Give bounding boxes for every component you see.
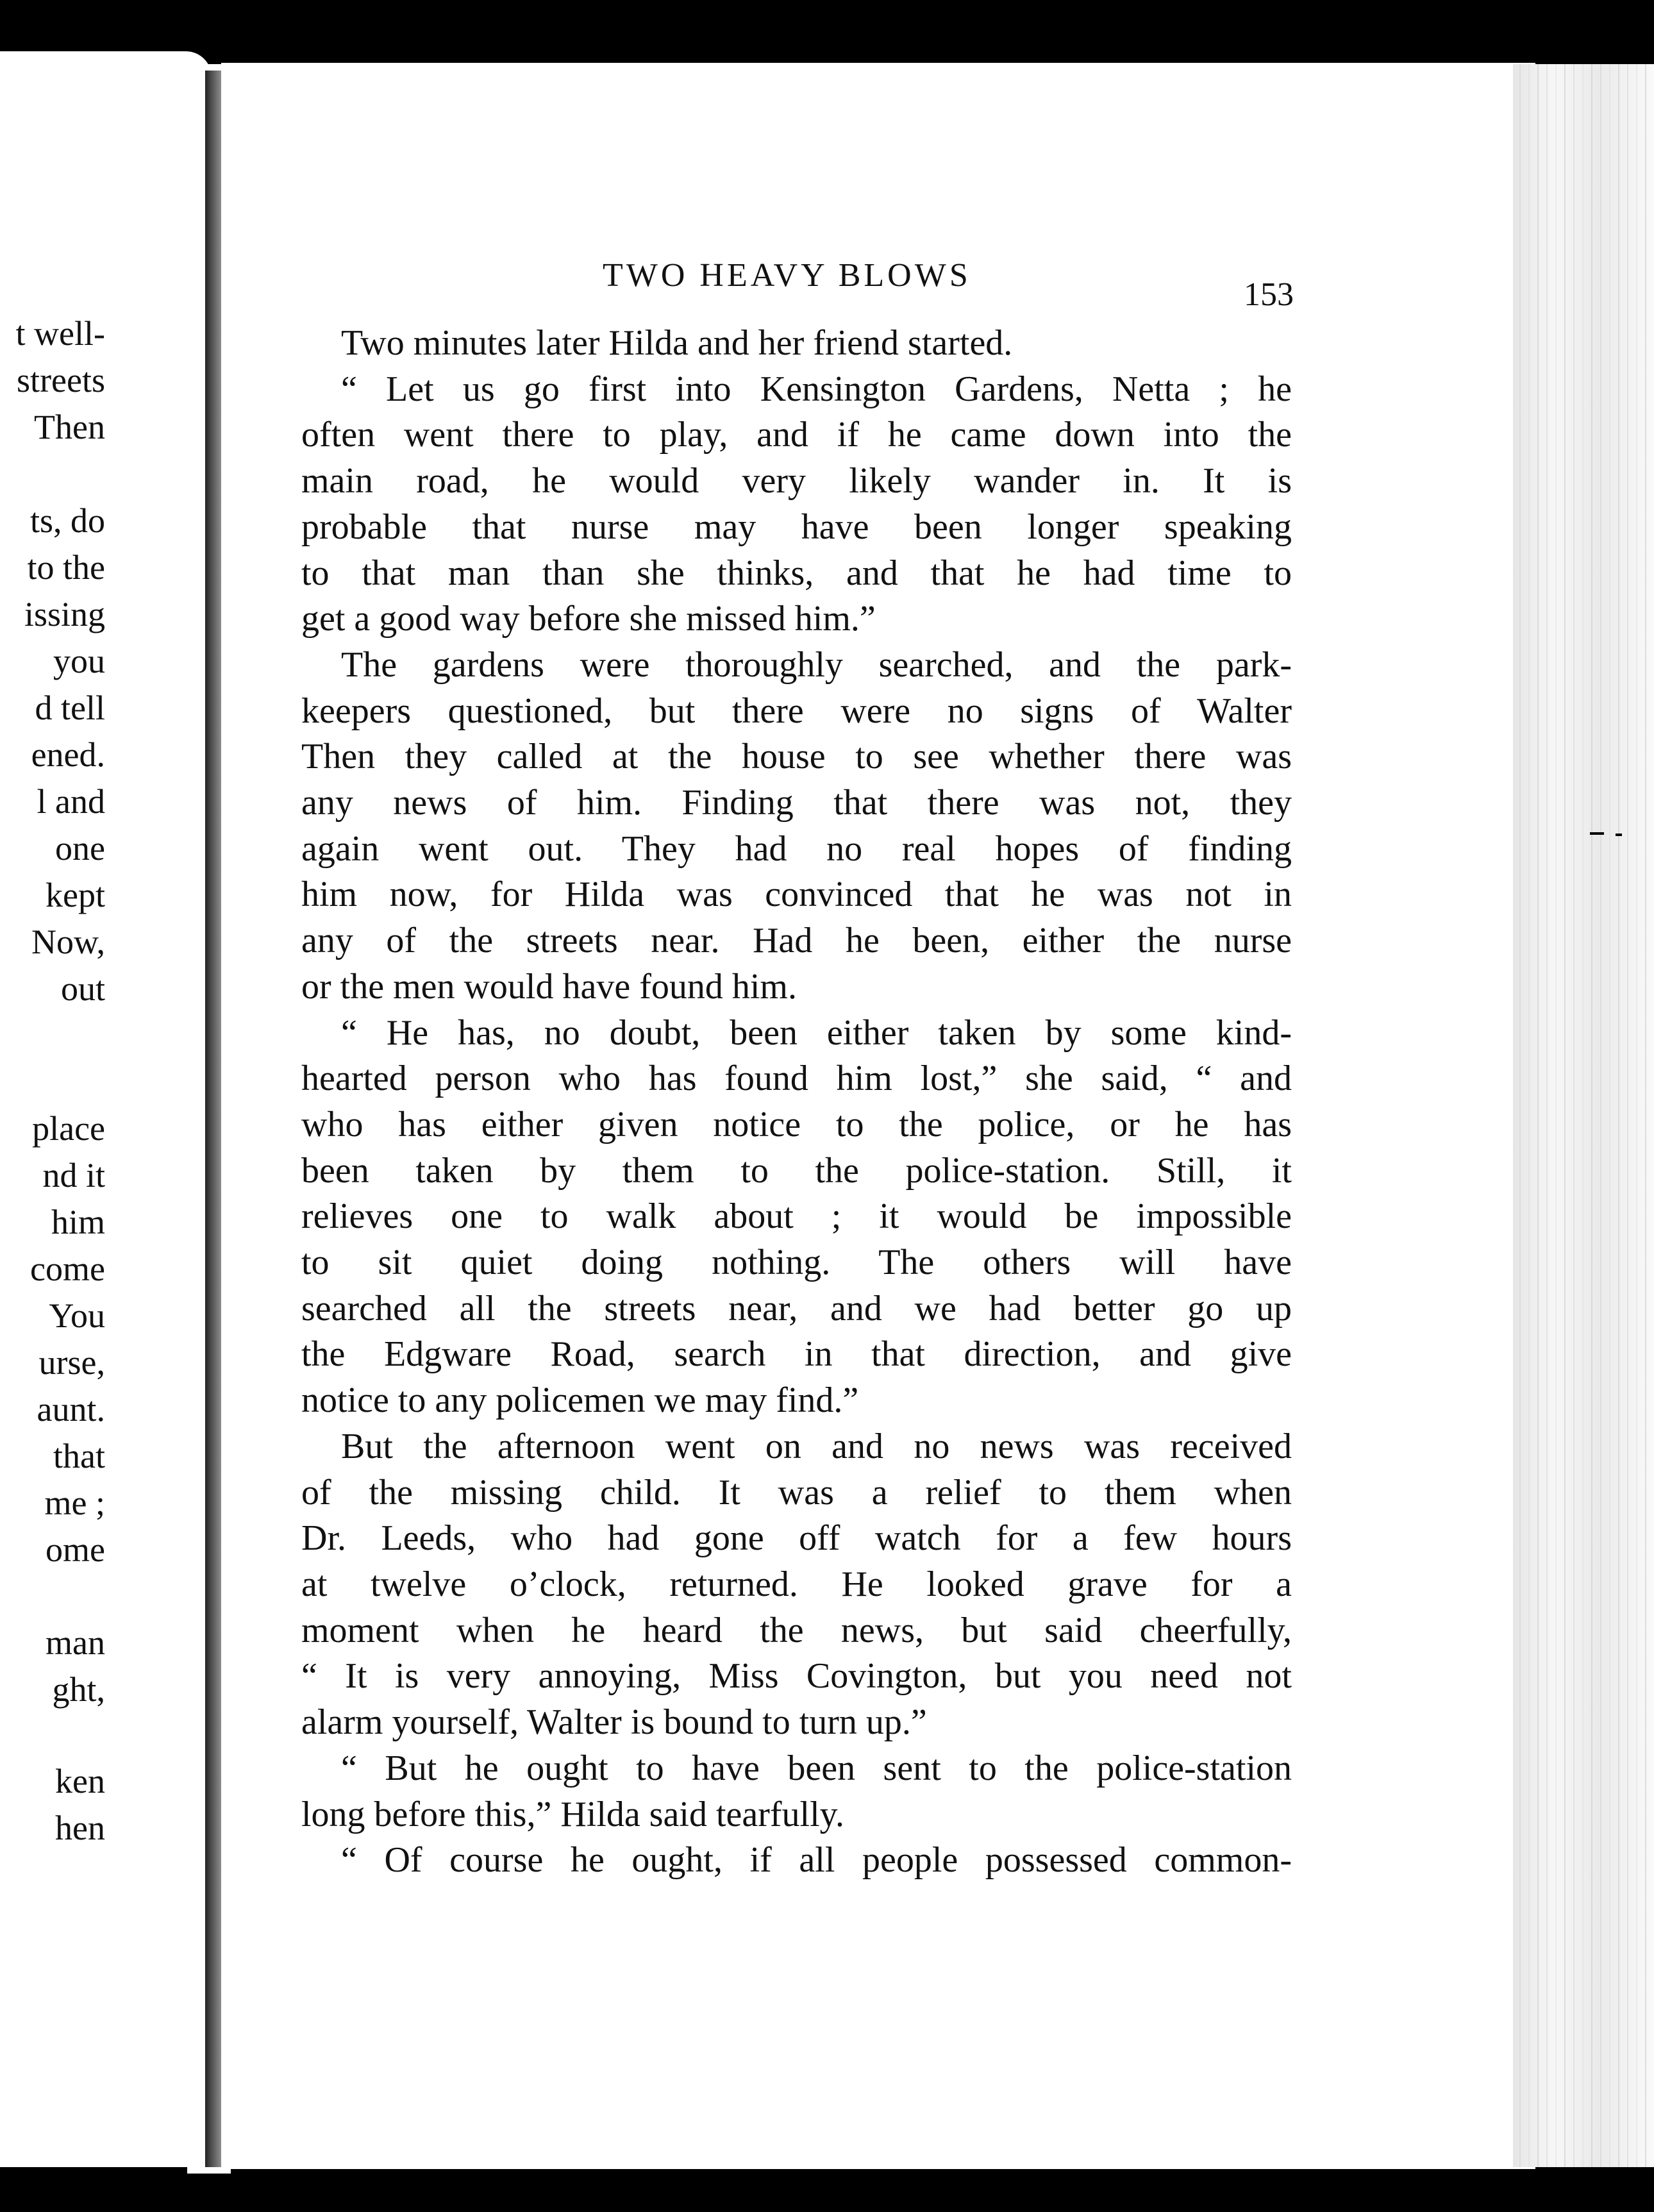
left-page-line: ome [46, 1530, 105, 1569]
text-line: any news of him. Finding that there was not, they [301, 783, 1292, 823]
text-line: “ He has, no doubt, been either taken by some kind- [341, 1012, 1292, 1053]
page-edge-stripe [1537, 64, 1539, 2167]
page-edge-stripe [1600, 64, 1601, 2167]
text-line: notice to any policemen we may find.” [301, 1380, 859, 1421]
text-line: But the afternoon went on and no news was received [341, 1426, 1292, 1466]
text-line: Then they called at the house to see whether there was [301, 737, 1292, 777]
page-edge-stripe [1546, 64, 1548, 2167]
left-page-line: d tell [35, 689, 105, 727]
text-line: get a good way before she missed him.” [301, 599, 876, 639]
left-page-line: hen [55, 1809, 105, 1847]
left-page-line: issing [24, 595, 105, 633]
page-edge-stripe [1582, 64, 1583, 2167]
left-page-line: aunt. [37, 1390, 105, 1429]
text-line: of the missing child. It was a relief to them when [301, 1472, 1292, 1512]
left-page-line: Now, [31, 923, 105, 961]
page-edge-stripe [1636, 64, 1637, 2167]
margin-mark [1590, 832, 1604, 835]
text-line: moment when he heard the news, but said cheerfully, [301, 1610, 1292, 1650]
left-page-line: man [46, 1623, 105, 1662]
text-line: The gardens were thoroughly searched, and the park- [341, 644, 1292, 685]
left-page-line: ken [55, 1762, 105, 1800]
text-line: long before this,” Hilda said tearfully. [301, 1794, 844, 1834]
left-page-line: urse, [38, 1343, 105, 1382]
text-line: probable that nurse may have been longer speaking [301, 507, 1292, 547]
left-page-line: you [53, 642, 105, 680]
left-page-line: t well- [15, 314, 105, 353]
left-page-line: nd it [42, 1156, 105, 1194]
text-line: again went out. They had no real hopes of finding [301, 828, 1292, 869]
left-page-line: to the [27, 548, 105, 587]
left-page-line: l and [37, 782, 105, 821]
left-page-line: one [55, 829, 105, 867]
text-line: “ Let us go first into Kensington Gardens, Netta ; he [341, 369, 1292, 409]
text-line: hearted person who has found him lost,” she said, “ and [301, 1059, 1292, 1099]
body-text [301, 321, 1292, 1884]
left-page-line: come [30, 1250, 105, 1288]
left-page-line: ts, do [29, 501, 105, 540]
page-edge-stripe [1591, 64, 1592, 2167]
left-page-line: him [51, 1203, 105, 1241]
left-page-fragment [0, 51, 212, 2167]
left-page-line: Then [34, 408, 105, 446]
left-page-line: streets [17, 361, 105, 399]
page-edge-stripe [1609, 64, 1610, 2167]
page-edge-stripe [1618, 64, 1619, 2167]
text-line: to sit quiet doing nothing. The others will have [301, 1243, 1292, 1283]
text-line: to that man than she thinks, and that he had time to [301, 553, 1292, 593]
text-line: Two minutes later Hilda and her friend started. [341, 323, 1013, 363]
page-edge-stripe [1627, 64, 1628, 2167]
text-line: “ It is very annoying, Miss Covington, but you need not [301, 1656, 1292, 1697]
margin-mark [1616, 834, 1622, 836]
left-page-line: that [53, 1437, 105, 1475]
gutter-shadow [205, 71, 223, 2167]
page-edge-stripe [1573, 64, 1575, 2167]
text-line: who has either given notice to the police, or he has [301, 1104, 1292, 1144]
text-line: been taken by them to the police-station. Still, it [301, 1150, 1292, 1191]
text-line: at twelve o’clock, returned. He looked grave for a [301, 1564, 1292, 1604]
left-page-line: You [49, 1296, 105, 1335]
page-edge-stripe [1564, 64, 1566, 2167]
text-line: alarm yourself, Walter is bound to turn up.” [301, 1702, 927, 1743]
page-edge-stripe [1519, 64, 1521, 2167]
left-page-line: out [60, 969, 105, 1008]
text-line: searched all the streets near, and we had better go up [301, 1288, 1292, 1328]
text-line: Dr. Leeds, who had gone off watch for a few hours [301, 1518, 1292, 1559]
left-page-line: ght, [52, 1670, 105, 1709]
left-page-line: ened. [31, 735, 105, 774]
page-edge-stripe [1528, 64, 1530, 2167]
page-edge-stripe [1645, 64, 1646, 2167]
text-line: or the men would have found him. [301, 966, 797, 1007]
text-line: often went there to play, and if he came down into the [301, 415, 1292, 455]
text-line: “ But he ought to have been sent to the police-station [341, 1748, 1292, 1788]
text-line: him now, for Hilda was convinced that he was not in [301, 875, 1292, 915]
text-line: relieves one to walk about ; it would be impossible [301, 1196, 1292, 1237]
left-page-line: me ; [44, 1484, 105, 1522]
text-line: the Edgware Road, search in that direction, and give [301, 1334, 1292, 1375]
running-head: TWO HEAVY BLOWS [603, 257, 971, 294]
text-line: any of the streets near. Had he been, either the nurse [301, 921, 1292, 961]
page-number: 153 [1244, 276, 1294, 313]
text-line: keepers questioned, but there were no signs of Walter [301, 691, 1292, 731]
page-edge-stripe [1555, 64, 1557, 2167]
left-page-line: kept [46, 876, 105, 914]
text-line: “ Of course he ought, if all people possessed common- [341, 1840, 1292, 1881]
page-edge [1513, 64, 1654, 2167]
left-page-line: place [32, 1109, 105, 1148]
text-line: main road, he would very likely wander in. It is [301, 461, 1292, 501]
